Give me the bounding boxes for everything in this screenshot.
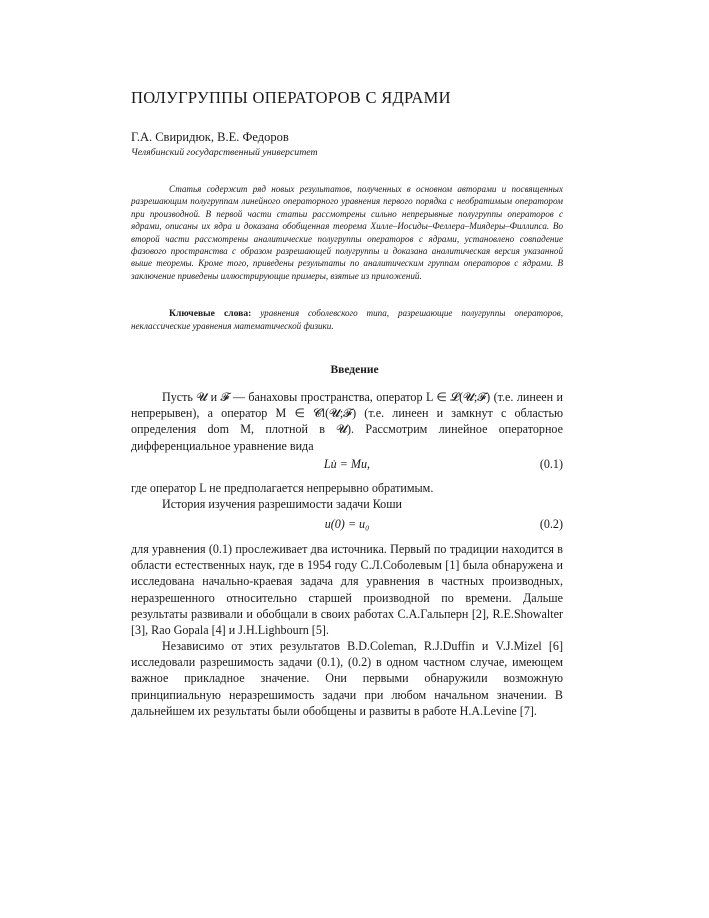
body-paragraph-1: Пусть 𝓤 и 𝓕 — банаховы пространства, оператор L ∈ 𝓛(𝓤;𝓕) (т.е. линеен и непрерывен), а оператор M ∈ 𝓒l(𝓤;𝓕) (т.е. линеен и замкнут с областью определения dom M, плотной в 𝓤). Рассмотрим линейное операторное дифференциальное уравнение вида [131,390,563,453]
keywords [131,307,563,333]
equation-0-2-number: (0.2) [539,517,563,531]
keywords-text: уравнения соболевского типа, разрешающие полугруппы операторов, неклассические уравнения математической физики. [131,308,563,332]
abstract: Статья содержит ряд новых результатов, полученных в основном авторами и посвященных разрешающим полугруппам линейного операторного уравнения первого порядка с необратимым оператором при производной. В первой части статьи рассмотрены сильно непрерывные полугруппы операторов с ядрами, описаны их ядра и доказана обобщенная теорема Хилле–Иосиды–Феллера–Миядеры–Филлипса. Во второй части рассмотрены аналитические полугруппы операторов с ядрами, установлено совпадение фазового пространства с образом разрешающей полугруппы и доказана аналитическая версия указанной выше теоремы. Кроме того, приведены результаты по аналитическим группам операторов с ядрами. В заключение приведены иллюстрирующие примеры, взятые из приложений. [131,184,563,281]
author-affiliation: Челябинский государственный университет [131,147,318,158]
body-paragraph-5: Независимо от этих результатов B.D.Coleman, R.J.Duffin и V.J.Mizel [6] исследовали разрешимость задачи (0.1), (0.2) в одном частном случае, имеющем важное прикладное значение. Они первыми обнаружили возможную принципиальную неразрешимость задачи при любом начальном значении. В дальнейшем их результаты были обобщены и развиты в работе H.A.Levine [7]. [131,639,563,718]
body-paragraph-3: История изучения разрешимости задачи Коши [162,497,402,511]
body-paragraph-2: где оператор L не предполагается непрерывно обратимым. [131,481,434,495]
equation-0-2-body: u(0) = u₀ [324,517,370,531]
equation-0-1-body: Lu̇ = Mu, [323,457,371,471]
equation-0-1-number: (0.1) [539,457,563,471]
section-title-introduction: Введение [330,364,379,376]
equation-0-2 [131,517,563,535]
paper-title: ПОЛУГРУППЫ ОПЕРАТОРОВ С ЯДРАМИ [131,88,451,107]
body-paragraph-4: для уравнения (0.1) прослеживает два источника. Первый по традиции находится в области естественных наук, где в 1954 году С.Л.Соболевым [1] была обнаружена и исследована начально-краевая задача для уравнения в частных производных, неразрешенного относительно старшей производной по времени. Дальше результаты развивали и обобщали в своих работах С.А.Гальперн [2], R.E.Showalter [3], Rao Gopala [4] и J.H.Lighbourn [5]. [131,542,563,638]
author-list: Г.А. Свиридюк, В.Е. Федоров [131,130,289,144]
keywords-label: Ключевые слова: [169,308,252,319]
equation-0-1 [131,457,563,475]
